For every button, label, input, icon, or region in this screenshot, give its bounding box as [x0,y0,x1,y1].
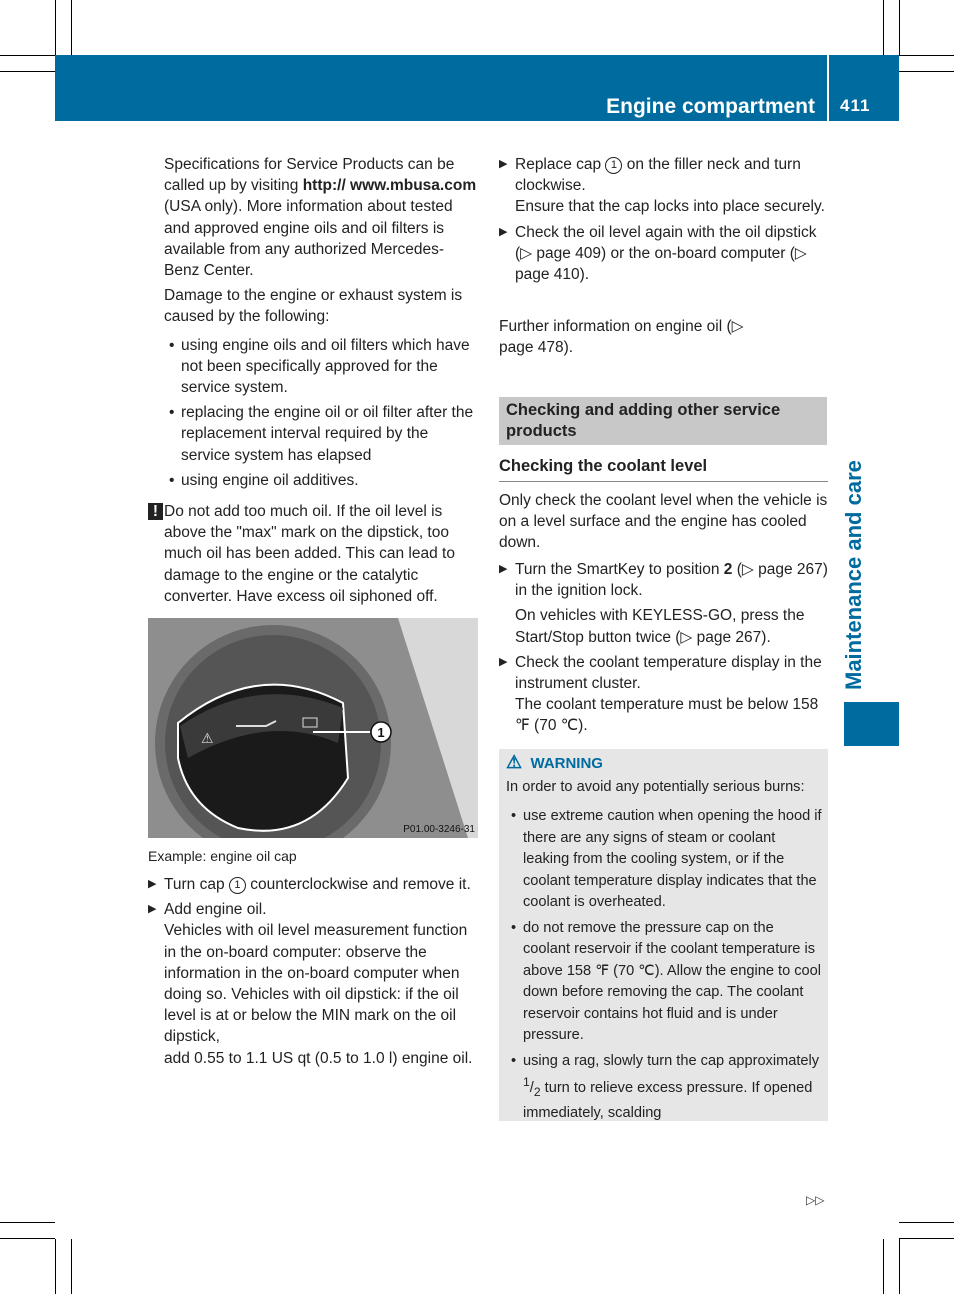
step-arrow-icon: ▶ [499,225,508,238]
callout-ref: 1 [605,157,622,174]
list-item [169,470,479,491]
exclamation-icon: ! [148,503,163,520]
oil-cap-image [148,618,478,838]
text: use extreme caution when opening the hood if there are any signs of steam or coolant leaking from the cooling system, or if the coolant temperature display indicates that the coolant is overheated. [523,808,822,910]
list-item [511,918,823,1047]
bullet: • [511,919,517,936]
text: do not remove the pressure cap on the coolant reservoir if the coolant temperature is above 158 ℉ (70 ℃). Allow the engine to cool down before removing the cap. The coolant reservoir contains hot fluid and is under pressure. [523,919,822,1043]
svg-text:⚠: ⚠ [201,730,214,746]
callout-ref: 1 [229,877,246,894]
fraction-denominator: 2 [533,1084,541,1099]
step-item [499,652,829,694]
damage-list [164,335,479,491]
text: using engine oil additives. [181,471,359,489]
warning-box [499,749,828,1121]
crop-mark [883,0,884,55]
image-caption: Example: engine oil cap [148,848,297,864]
crop-mark [0,1222,55,1223]
crop-mark [0,55,55,56]
continued-marker: ▷▷ [806,1193,825,1207]
notice-paragraph [152,501,479,607]
page-header [55,55,899,121]
bullet: • [169,336,175,354]
intro-paragraph [164,154,479,281]
text: turn to relieve excess pressure. If opened immediately, scalding [523,1079,813,1121]
crop-mark [0,71,55,72]
warning-label: WARNING [530,755,603,772]
text: Turn the SmartKey to position [515,561,724,578]
step-item [499,222,829,286]
step-item [148,874,479,895]
oil-cap-illustration [148,618,478,838]
text: on the filler neck and turn clockwise. [515,156,801,195]
crop-mark [55,1239,56,1294]
bullet: • [169,404,175,422]
list-item [169,402,479,466]
step-detail: add 0.55 to 1.1 US qt (0.5 to 1.0 l) engine oil. [164,1049,473,1067]
text: counterclockwise and remove it. [245,876,471,893]
right-steps [499,154,829,285]
fraction-numerator: 1 [523,1075,530,1089]
crop-mark [899,1238,954,1239]
text: Specifications for Service Products can be called up by visiting [164,156,455,195]
text: (USA only). More information about tested and approved engine oils and oil filters is available from any authorized Mercedes-Benz Center. [164,198,453,280]
step-detail: Vehicles with oil level measurement function in the on-board computer: observe the information in the on-board computer when doing so. Vehicles with oil dipstick: if the oil level is at or below the MIN mark on the oil dipstick, [164,922,468,1046]
step-detail: Ensure that the cap locks into place securely. [515,198,825,216]
step-arrow-icon: ▶ [148,903,157,916]
text: Turn cap [164,876,229,893]
crop-mark [71,0,72,55]
text: Check the coolant temperature display in the instrument cluster. [515,653,822,693]
further-info: Further information on engine oil (▷ page 478). [499,318,744,357]
subsection-heading: Checking the coolant level [499,456,828,482]
crop-mark [899,1222,954,1223]
step-item [499,154,829,196]
section-heading: Checking and adding other service products [499,397,827,445]
bullet: • [169,471,175,489]
text: using engine oils and oil filters which have not been specifically approved for the service system. [181,336,470,397]
text: Do not add too much oil. If the oil level is above the "max" mark on the dipstick, too much oil has been added. This can lead to damage to the engine or the catalytic converter. Have excess oil siphoned off. [164,503,455,605]
key-position: 2 [723,561,733,578]
step-item [148,899,479,920]
left-steps [148,874,479,1069]
list-item [169,335,479,399]
warning-intro: In order to avoid any potentially serious burns: [506,779,805,795]
damage-paragraph: Damage to the engine or exhaust system is caused by the following: [164,287,463,326]
warning-triangle-icon: ⚠ [506,752,523,772]
crop-mark [71,1239,72,1294]
text: (▷ page 267) in the ignition lock. [515,561,828,600]
page-number: 411 [840,95,871,115]
text: Add engine oil. [164,901,267,919]
chapter-title: Engine compartment [606,94,815,118]
crop-mark [899,55,954,56]
bullet: • [511,1052,517,1069]
coolant-intro: Only check the coolant level when the vehicle is on a level surface and the engine has cooled down. [499,492,828,552]
side-tab-marker [844,702,899,746]
step-item [499,559,829,601]
crop-mark [55,0,56,55]
text: replacing the engine oil or oil filter after the replacement interval required by the service system has elapsed [181,404,474,464]
text: Replace cap [515,156,606,173]
step-arrow-icon: ▶ [499,655,508,668]
warning-list [511,806,823,1121]
list-item: • using a rag, slowly turn the cap approximately $^1/_2$ turn to relieve excess pressure. If opened immediately, scalding [511,1052,820,1121]
step-arrow-icon: ▶ [148,878,157,890]
step-detail: The coolant temperature must be below 158 ℉ (70 ℃). [515,696,819,735]
side-tab-label: Maintenance and care [841,460,866,690]
coolant-steps [499,559,829,737]
left-column [152,154,479,607]
step-arrow-icon: ▶ [499,563,508,575]
callout-number: 1 [377,725,385,740]
side-tab [843,440,883,690]
crop-mark [899,71,954,72]
warning-header [506,752,603,775]
crop-mark [899,1239,900,1294]
list-item [511,806,823,914]
step-detail: On vehicles with KEYLESS-GO, press the Start/Stop button twice (▷ page 267). [515,607,805,646]
text: Check the oil level again with the oil dipstick (▷ page 409) or the on-board computer (▷ page 410). [515,223,817,284]
text: using a rag, slowly turn the cap approximately [523,1052,820,1069]
step-arrow-icon: ▶ [499,158,508,170]
header-divider [827,55,829,121]
crop-mark [883,1239,884,1294]
crop-mark [0,1238,55,1239]
website-link[interactable]: http:// www.mbusa.com [302,177,477,195]
bullet: • [511,808,517,824]
crop-mark [899,0,900,55]
image-code: P01.00-3246-31 [403,824,475,835]
